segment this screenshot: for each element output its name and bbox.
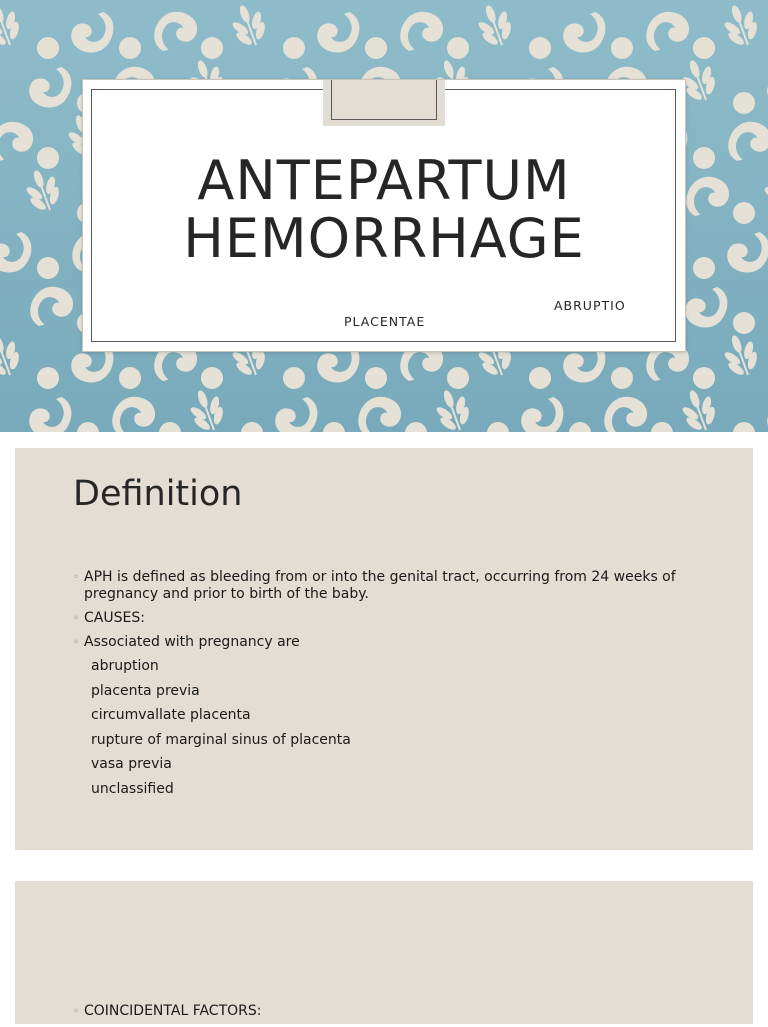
pattern-dot [283, 367, 305, 389]
definition-slide [15, 448, 753, 850]
cause-item: unclassified [91, 780, 174, 797]
cause-item: circumvallate placenta [91, 707, 251, 723]
pattern-dot [529, 367, 551, 389]
cause-item: vasa previa [91, 756, 172, 772]
bullet-text: Associated with pregnancy are [84, 634, 300, 650]
bullet-text: COINCIDENTAL FACTORS: [84, 1003, 262, 1019]
paisley-shape [680, 278, 734, 334]
leaf-sprig-shape [757, 165, 768, 216]
leaf-sprig-shape [19, 165, 66, 216]
pattern-dot [447, 367, 469, 389]
pattern-dot [693, 147, 715, 169]
pattern-dot [611, 367, 633, 389]
paisley-shape [722, 223, 768, 279]
leaf-sprig-shape [471, 0, 518, 51]
pattern-dot [693, 367, 715, 389]
paisley-shape [147, 4, 203, 61]
pattern-dot [201, 37, 223, 59]
pattern-dot [651, 422, 673, 432]
cause-item: rupture of marginal sinus of placenta [91, 731, 351, 748]
pattern-dot [529, 37, 551, 59]
paisley-shape [597, 389, 653, 432]
pattern-dot [159, 422, 181, 432]
pattern-dot [405, 422, 427, 432]
paisley-shape [0, 223, 38, 279]
paisley-shape [66, 3, 120, 59]
paisley-shape [312, 3, 366, 59]
bullet-text: APH is defined as bleeding from or into the genital tract, occurring from 24 weeks of pregnancy and prior to birth of the baby. [84, 569, 676, 602]
paisley-shape [0, 114, 39, 171]
leaf-sprig-shape [0, 0, 26, 51]
paisley-shape [721, 114, 768, 171]
pattern-dot [365, 367, 387, 389]
title-card-tab [323, 80, 445, 126]
title-card [83, 80, 685, 351]
cause-item: placenta previa [91, 682, 200, 699]
paisley-shape [24, 58, 78, 114]
leaf-sprig-shape [225, 0, 272, 51]
paisley-shape [639, 4, 695, 61]
pattern-dot [201, 367, 223, 389]
bullet-glyph: ◦ [73, 572, 79, 583]
subtitle-line-2: PLACENTAE [344, 314, 426, 329]
pattern-dot [37, 147, 59, 169]
pattern-dot [77, 422, 99, 432]
paisley-shape [516, 388, 570, 432]
leaf-sprig-shape [0, 330, 26, 381]
cause-item: abruption [91, 658, 159, 674]
pattern-dot [733, 92, 755, 114]
leaf-sprig-shape [183, 385, 230, 432]
leaf-sprig-shape [717, 330, 764, 381]
paisley-shape [24, 388, 78, 432]
bullet-text: CAUSES: [84, 610, 145, 626]
bullet-glyph: ◦ [73, 613, 79, 624]
pattern-dot [241, 422, 263, 432]
title-card-tab-border [331, 80, 437, 120]
paisley-shape [558, 3, 612, 59]
leaf-sprig-shape [675, 385, 722, 432]
pattern-dot [569, 422, 591, 432]
pattern-dot [733, 312, 755, 334]
bullet-list [73, 1003, 713, 1027]
pattern-dot [119, 37, 141, 59]
paisley-shape [23, 279, 79, 336]
title-line-1: ANTEPARTUM [197, 149, 571, 212]
title-slide [0, 0, 768, 432]
pattern-dot [693, 37, 715, 59]
title-line-2: HEMORRHAGE [183, 207, 585, 270]
pattern-dot [487, 422, 509, 432]
paisley-shape [351, 389, 407, 432]
bullet-list [73, 569, 713, 805]
slide-title [83, 149, 685, 270]
pattern-dot [447, 37, 469, 59]
pattern-dot [693, 257, 715, 279]
paisley-shape [393, 4, 449, 61]
subtitle-line-1: ABRUPTIO [554, 298, 626, 313]
slide-heading: Definition [73, 474, 243, 514]
pattern-dot [37, 37, 59, 59]
pattern-dot [283, 37, 305, 59]
pattern-dot [365, 37, 387, 59]
pattern-dot [733, 422, 755, 432]
pattern-dot [611, 37, 633, 59]
pattern-dot [733, 202, 755, 224]
paisley-shape [679, 169, 735, 226]
pattern-dot [37, 257, 59, 279]
bullet-item [73, 610, 713, 627]
pattern-dot [119, 367, 141, 389]
paisley-shape [762, 388, 768, 432]
pattern-dot [37, 367, 59, 389]
leaf-sprig-shape [717, 0, 764, 51]
paisley-shape [762, 58, 768, 114]
bullet-item [73, 1003, 713, 1020]
bullet-item [73, 569, 713, 603]
paisley-shape [105, 389, 161, 432]
paisley-shape [270, 388, 324, 432]
next-slide [15, 881, 753, 1024]
paisley-shape [761, 279, 768, 336]
bullet-glyph: ◦ [73, 1006, 79, 1017]
bullet-item [73, 634, 713, 651]
leaf-sprig-shape [429, 385, 476, 432]
bullet-glyph: ◦ [73, 637, 79, 648]
pattern-dot [323, 422, 345, 432]
